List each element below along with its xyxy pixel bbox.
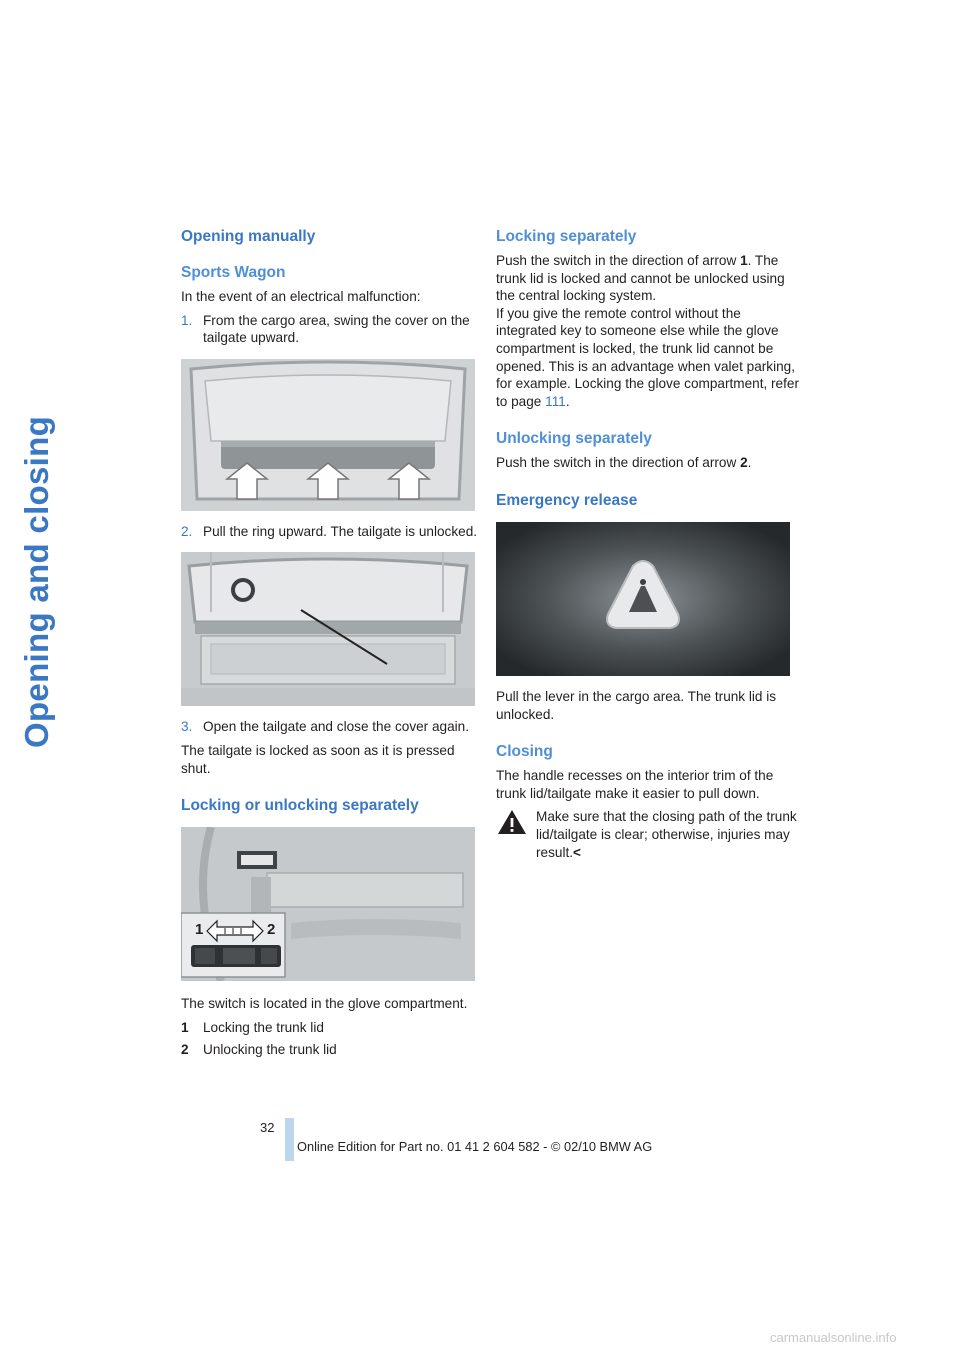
heading-opening-manually: Opening manually — [181, 228, 316, 245]
page-link-111[interactable]: 111 — [545, 393, 566, 409]
legend-item-1 — [181, 1019, 486, 1037]
tailgate-locked-note: The tailgate is locked as soon as it is pressed shut. — [181, 742, 455, 776]
warning-text — [536, 808, 801, 861]
step-text: Pull the ring upward. The tailgate is unlocked. — [203, 523, 478, 539]
step-1 — [181, 312, 486, 347]
text-run: Push the switch in the direction of arrow — [496, 253, 741, 268]
fig-label-2: 2 — [267, 921, 276, 939]
step-text: From the cargo area, swing the cover on the tailgate upward. — [203, 312, 470, 346]
heading-locking-separately: Locking separately — [496, 228, 637, 245]
arrow-ref: 2 — [740, 455, 748, 471]
locking-paragraph-1 — [496, 252, 801, 305]
legend-text: Locking the trunk lid — [203, 1019, 324, 1035]
figure-tailgate-cover — [181, 359, 475, 511]
figure-pull-ring — [181, 552, 475, 706]
subheading-sports-wagon: Sports Wagon — [181, 264, 286, 281]
text-run: . — [747, 455, 752, 471]
step-text: Open the tailgate and close the cover again. — [203, 719, 470, 735]
switch-location-note: The switch is located in the glove compartment. — [181, 996, 468, 1012]
text-run: . The trunk lid is locked and cannot be unlocked using the central locking system. — [496, 253, 785, 304]
heading-closing: Closing — [496, 743, 553, 761]
heading-unlocking-separately: Unlocking separately — [496, 430, 652, 448]
step-2 — [181, 523, 486, 541]
side-tab-label: Opening and closing — [18, 415, 55, 748]
end-mark: < — [573, 844, 581, 860]
arrow-ref: 1 — [740, 253, 748, 268]
warning-icon — [496, 808, 528, 836]
warning-note — [496, 808, 801, 861]
left-column — [181, 228, 486, 1059]
intro-text: In the event of an electrical malfunction: — [181, 289, 421, 304]
right-column — [496, 228, 801, 861]
emergency-text: Pull the lever in the cargo area. The trunk lid is unlocked. — [496, 688, 777, 722]
step-3 — [181, 718, 486, 736]
heading-emergency-release: Emergency release — [496, 491, 638, 509]
fig-label-1: 1 — [195, 921, 204, 939]
legend-number: 1 — [181, 1019, 189, 1035]
text-run: If you give the remote control without the integrated key to someone else while the glove compartment is locked, the trunk lid cannot be opened. This is an advantage when valet parking, for example. Locking the glove compartment, refer to page — [496, 305, 799, 409]
emergency-lever-illustration — [496, 522, 790, 676]
legend-text: Unlocking the trunk lid — [203, 1042, 337, 1058]
figure-emergency-lever — [496, 522, 790, 676]
unlocking-paragraph — [496, 454, 801, 472]
text-run: Push the switch in the direction of arrow — [496, 455, 741, 471]
footer-edition: Online Edition for Part no. 01 41 2 604 582 - © 02/10 BMW AG — [297, 1139, 653, 1154]
step-number: 2. — [181, 523, 193, 539]
locking-paragraph-2 — [496, 305, 801, 411]
legend-item-2 — [181, 1041, 486, 1059]
watermark: carmanualsonline.info — [770, 1330, 897, 1345]
footer-bar — [285, 1118, 294, 1161]
step-number: 1. — [181, 312, 193, 328]
pull-ring-illustration — [181, 552, 475, 706]
text-run: Make sure that the closing path of the trunk lid/tailgate is clear; otherwise, injuries may result. — [536, 809, 797, 860]
step-number: 3. — [181, 719, 193, 735]
closing-text: The handle recesses on the interior trim of the trunk lid/tailgate make it easier to pull down. — [496, 768, 774, 801]
text-run: . — [565, 393, 570, 409]
page-number: 32 — [260, 1120, 275, 1135]
figure-glove-switch — [181, 827, 475, 981]
legend-number: 2 — [181, 1042, 189, 1058]
tailgate-cover-illustration — [181, 359, 475, 511]
side-tab — [18, 228, 58, 748]
glove-switch-illustration — [181, 827, 475, 981]
heading-locking-unlocking: Locking or unlocking separately — [181, 797, 419, 815]
